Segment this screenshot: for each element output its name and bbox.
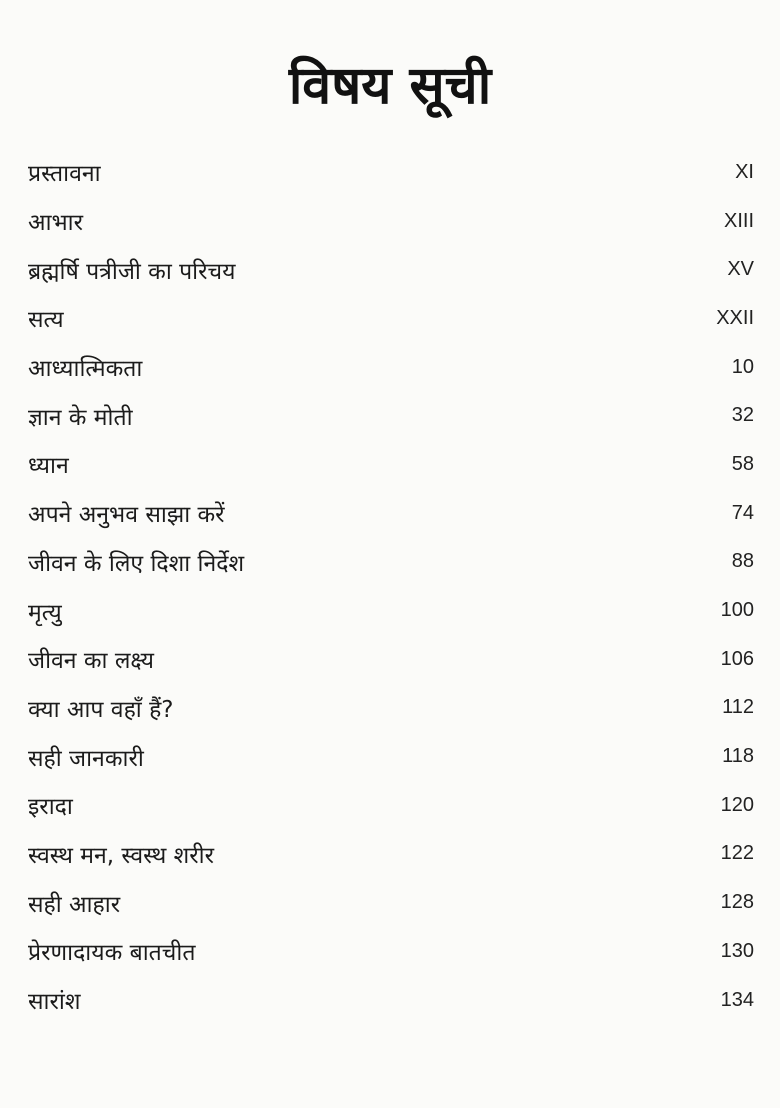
toc-entry-label: आभार [28, 210, 84, 237]
toc-entry-label: सत्य [28, 307, 64, 334]
toc-entry-label: क्या आप वहाँ हैं? [28, 696, 174, 723]
toc-entry [28, 684, 754, 733]
toc-entry [28, 927, 754, 976]
toc-entry-page: XV [727, 258, 754, 281]
toc-entry-page: 10 [731, 355, 754, 378]
toc-entry [28, 148, 754, 197]
toc-entry-label: सही जानकारी [28, 745, 144, 772]
toc-entry-label: सारांश [28, 989, 81, 1016]
toc-entry-page: 88 [731, 550, 754, 573]
toc-entry-label: जीवन के लिए दिशा निर्देश [28, 550, 245, 577]
table-of-contents [28, 148, 754, 1024]
toc-entry [28, 976, 754, 1025]
toc-entry [28, 197, 754, 246]
toc-entry-label: सही आहार [28, 891, 121, 918]
page-title: विषय सूची [288, 56, 492, 116]
toc-entry [28, 586, 754, 635]
toc-entry-label: मृत्यु [28, 599, 62, 626]
toc-entry-page: 120 [720, 793, 754, 816]
toc-entry-page: 118 [722, 745, 754, 768]
toc-entry-label: अपने अनुभव साझा करें [28, 502, 225, 529]
toc-entry-page: 122 [720, 842, 754, 865]
toc-entry [28, 440, 754, 489]
toc-entry [28, 635, 754, 684]
toc-entry-page: XXII [716, 306, 754, 329]
toc-entry [28, 391, 754, 440]
toc-entry-label: जीवन का लक्ष्य [28, 648, 154, 675]
toc-entry-page: 74 [731, 501, 754, 524]
toc-entry-page: 58 [731, 452, 754, 475]
toc-entry [28, 489, 754, 538]
toc-entry [28, 830, 754, 879]
toc-entry-page: 130 [720, 939, 754, 962]
toc-entry-page: 134 [720, 988, 754, 1011]
toc-entry [28, 343, 754, 392]
toc-entry-label: स्वस्थ मन, स्वस्थ शरीर [28, 842, 215, 869]
toc-entry-label: आध्यात्मिकता [28, 356, 143, 383]
toc-entry-page: XIII [723, 209, 754, 232]
toc-entry-page: 112 [722, 696, 754, 719]
toc-entry-page: XI [735, 160, 754, 183]
toc-entry-label: प्रेरणादायक बातचीत [28, 940, 196, 967]
toc-entry-page: 106 [720, 647, 754, 670]
toc-entry-label: ब्रह्मर्षि पत्रीजी का परिचय [28, 258, 236, 285]
toc-entry-page: 100 [720, 599, 754, 622]
toc-entry-label: प्रस्तावना [28, 161, 101, 188]
toc-entry [28, 245, 754, 294]
toc-entry-label: इरादा [28, 794, 73, 821]
toc-entry-label: ध्यान [28, 453, 69, 480]
toc-entry [28, 732, 754, 781]
toc-entry-page: 128 [720, 891, 754, 914]
toc-entry [28, 781, 754, 830]
toc-entry-page: 32 [731, 404, 754, 427]
toc-entry [28, 538, 754, 587]
toc-entry-label: ज्ञान के मोती [28, 404, 133, 431]
toc-entry [28, 294, 754, 343]
toc-entry [28, 878, 754, 927]
